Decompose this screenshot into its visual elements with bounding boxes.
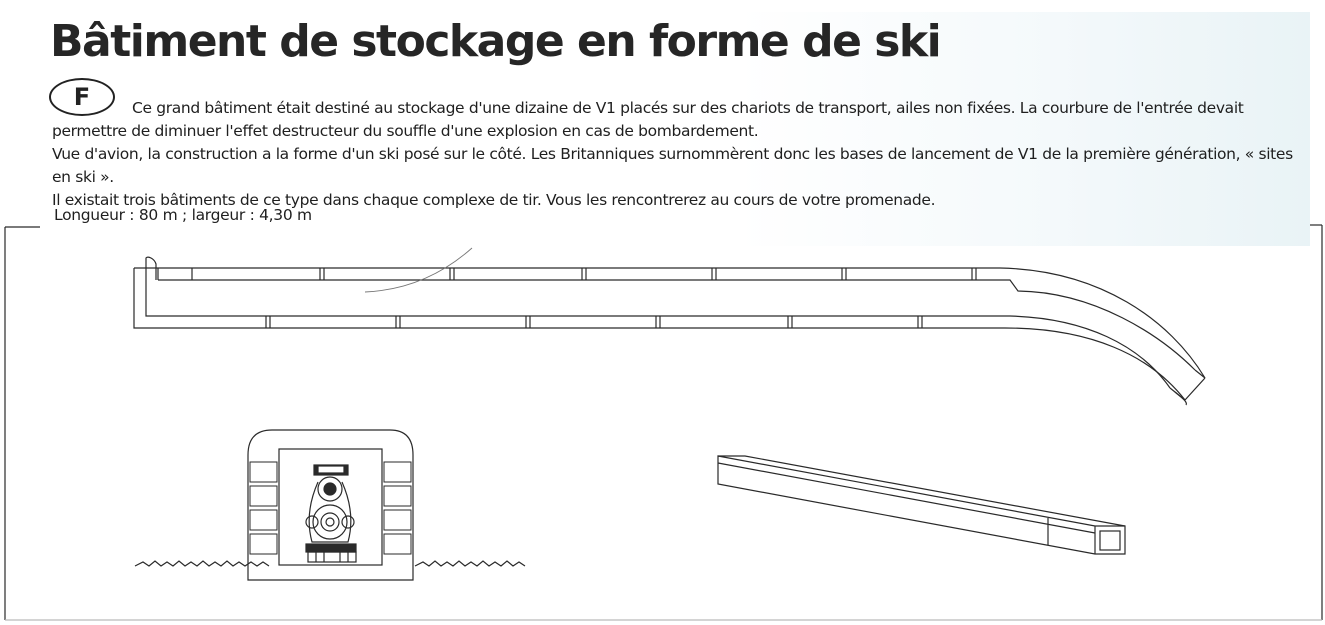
paragraph-2: Vue d'avion, la construction a la forme d'un ski posé sur le côté. Les Britanniques surnommèrent donc les bases de lancement de V1 de la première génération, « sites en ski ». xyxy=(52,145,1293,186)
paragraph-1: Ce grand bâtiment était destiné au stockage d'une dizaine de V1 placés sur des chariots de transport, ailes non fixées. La courbure de l'entrée devait permettre de diminuer l'effet destructeur du souffle d'une explosion en cas de bombardement. xyxy=(52,99,1244,140)
building-cross-section xyxy=(135,430,525,580)
building-perspective-view xyxy=(718,456,1125,554)
ski-building-plan-view xyxy=(134,248,1205,405)
v1-missile-on-chariot xyxy=(306,465,356,562)
dimensions-text: Longueur : 80 m ; largeur : 4,30 m xyxy=(54,206,312,224)
language-badge: F xyxy=(49,78,115,116)
panel-title: Bâtiment de stockage en forme de ski xyxy=(50,16,941,67)
paragraph-3: Il existait trois bâtiments de ce type dans chaque complexe de tir. Vous les rencontrerez au cours de votre promenade. xyxy=(52,191,936,209)
